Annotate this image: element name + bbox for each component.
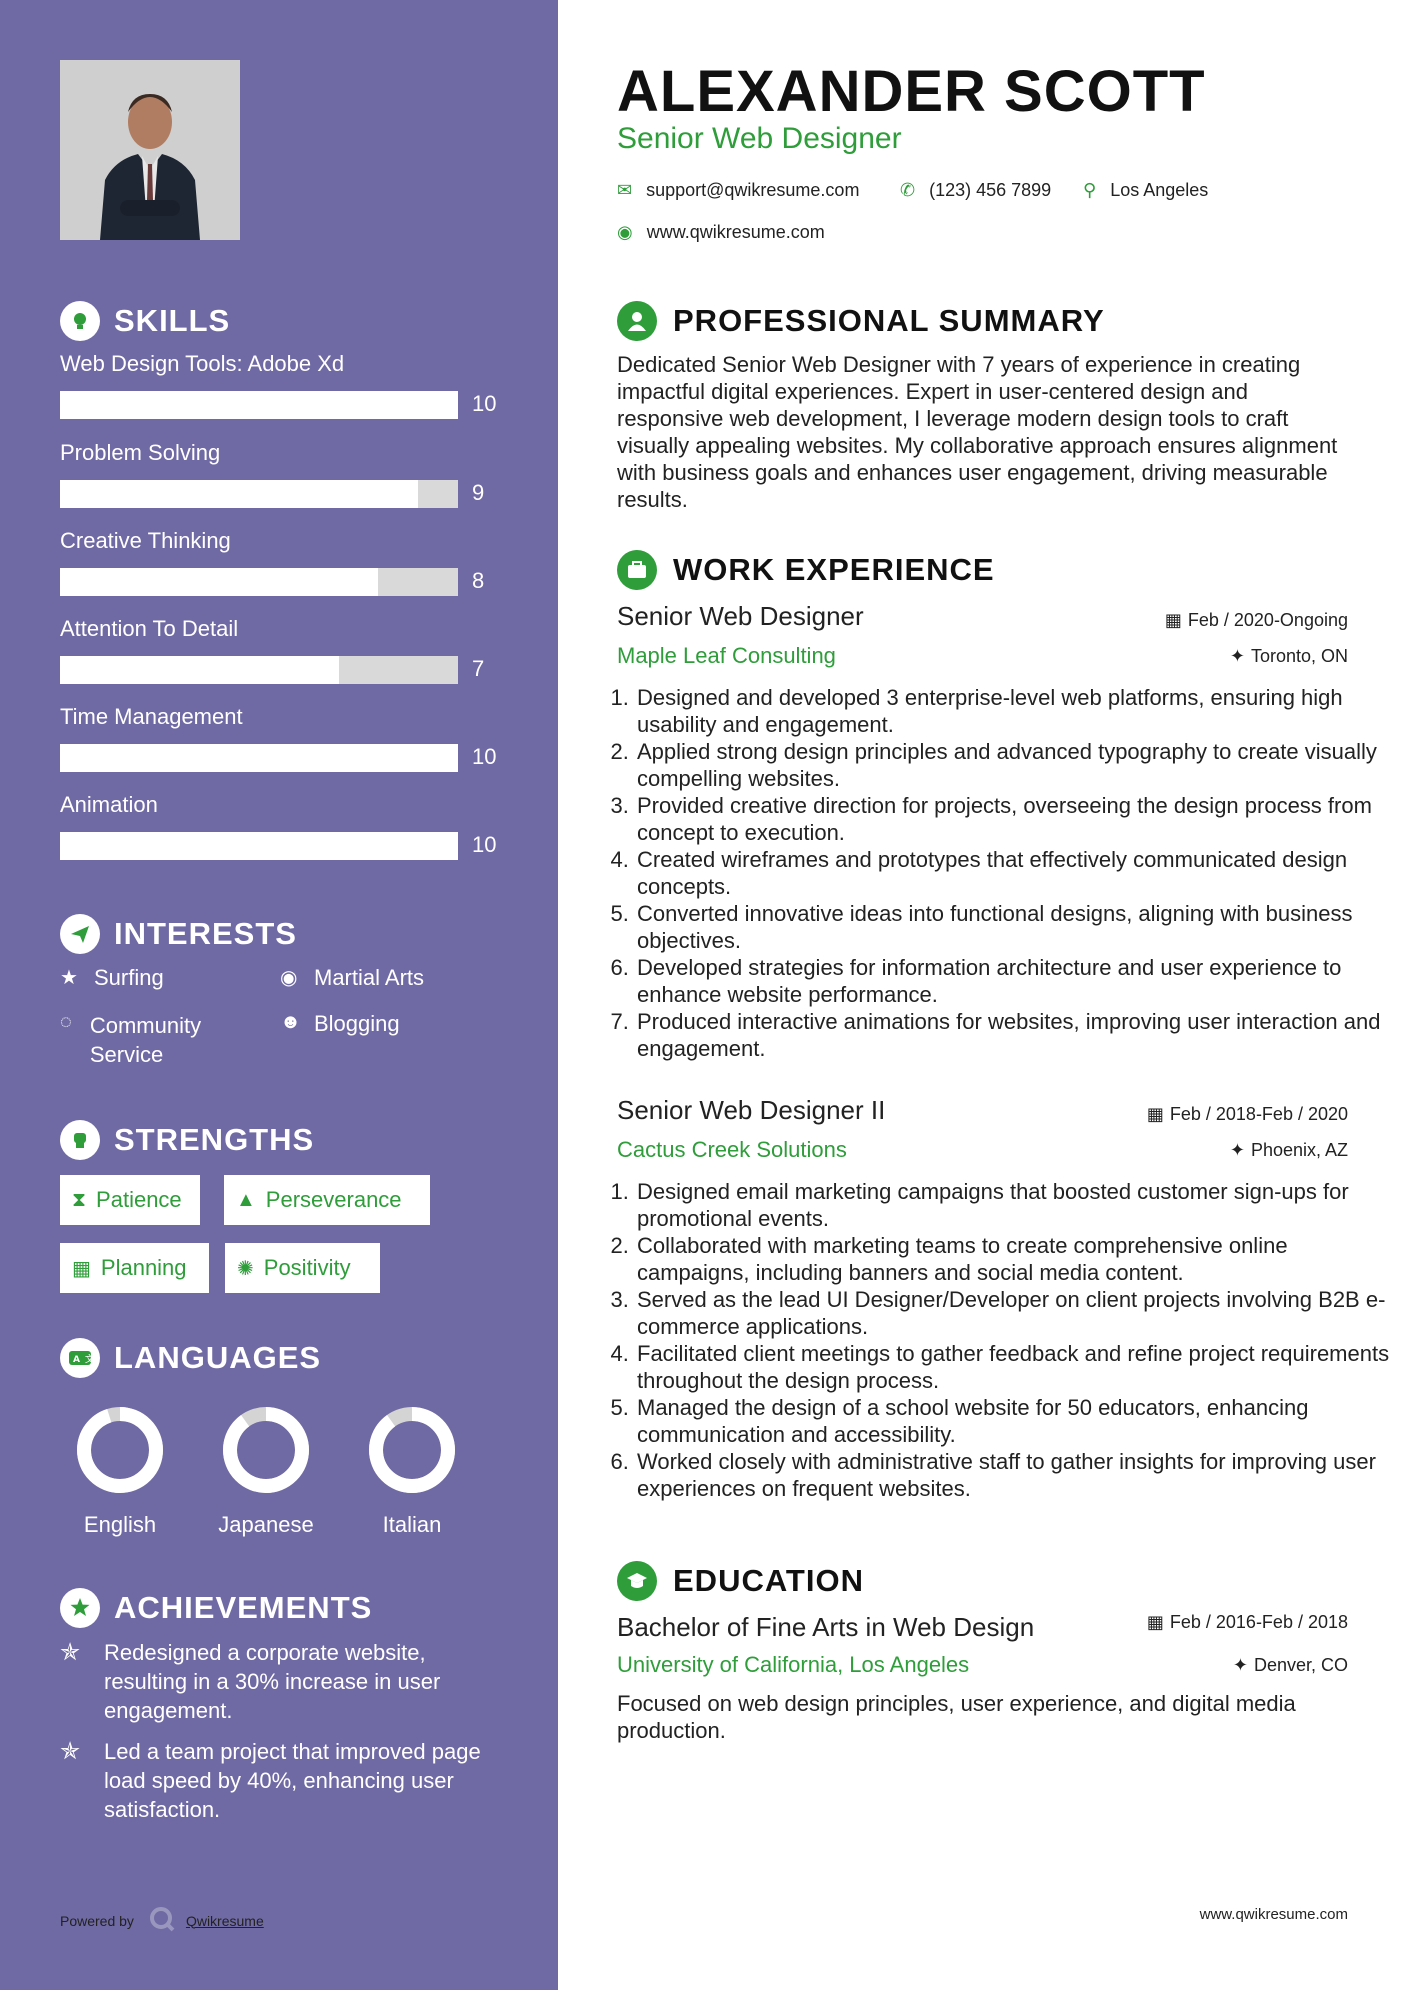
skill-name: Problem Solving	[60, 440, 221, 465]
skill-value: 10	[472, 832, 497, 857]
skill-item	[60, 351, 520, 419]
user-icon	[617, 301, 657, 341]
strength-badge: ⧗ Patience	[60, 1175, 200, 1225]
phone-icon: ✆	[900, 180, 916, 200]
list-item: 3. Provided creative direction for projects, overseeing the design process from concept to execution.	[635, 792, 1395, 846]
strength-badge: ▲ Perseverance	[224, 1175, 430, 1225]
skill-bar-fill	[60, 656, 339, 684]
job-dates: ▦ Feb / 2018-Feb / 2020	[1146, 1104, 1348, 1124]
skill-name: Attention To Detail	[60, 616, 239, 641]
list-item: 5. Managed the design of a school website for 50 educators, enhancing communication and accessibility.	[635, 1394, 1395, 1448]
calendar-icon: ▦	[1146, 1612, 1164, 1632]
pin-icon: ✦	[1232, 1655, 1248, 1675]
education-dates: ▦ Feb / 2016-Feb / 2018	[1146, 1612, 1348, 1632]
list-item: 1. Designed email marketing campaigns that boosted customer sign-ups for promotional events.	[635, 1178, 1395, 1232]
star-icon: ★	[60, 967, 78, 989]
skill-name: Time Management	[60, 704, 243, 729]
skill-item	[60, 528, 520, 596]
map-marker-icon: ⚲	[1083, 180, 1097, 200]
globe-icon: ◉	[280, 967, 298, 989]
skill-bar-track	[60, 480, 458, 508]
job-title: Senior Web Designer II	[617, 1095, 886, 1125]
shooting-star-icon: ✯	[60, 1738, 81, 1765]
users-icon: ☻	[280, 1011, 302, 1033]
job-dates: ▦ Feb / 2020-Ongoing	[1164, 610, 1348, 630]
hourglass-icon: ⧗	[72, 1188, 87, 1211]
language-item	[50, 1400, 190, 1538]
contact-email[interactable]: ✉ support@qwikresume.com	[617, 180, 860, 200]
list-item: 1. Designed and developed 3 enterprise-level web platforms, ensuring high usability and engagement.	[635, 684, 1395, 738]
skill-bar-fill	[60, 744, 458, 772]
sun-icon: ✺	[237, 1257, 254, 1280]
pin-icon: ✦	[1229, 646, 1245, 666]
list-item: 7. Produced interactive animations for websites, improving user interaction and engagement.	[635, 1008, 1395, 1062]
fist-icon	[60, 1120, 100, 1160]
interests-heading: INTERESTS	[60, 914, 297, 954]
skill-item	[60, 440, 520, 508]
skill-bar-track	[60, 832, 458, 860]
skill-value: 10	[472, 391, 497, 416]
language-icon	[60, 1338, 100, 1378]
education-description: Focused on web design principles, user experience, and digital media production.	[617, 1691, 1296, 1743]
shooting-star-icon: ✯	[60, 1639, 81, 1666]
skill-item	[60, 792, 520, 860]
achievement-item: ✯ Led a team project that improved page load speed by 40%, enhancing user satisfaction.	[60, 1738, 481, 1822]
contact-website[interactable]: ◉ www.qwikresume.com	[617, 222, 825, 242]
list-item: 4. Facilitated client meetings to gather feedback and refine project requirements throughout the design process.	[635, 1340, 1395, 1394]
powered-by: Powered by Qwikresume	[60, 1905, 264, 1936]
job-company: Maple Leaf Consulting	[617, 643, 836, 668]
sidebar	[0, 0, 558, 1990]
skill-value: 10	[472, 744, 497, 769]
profile-photo	[60, 60, 240, 240]
envelope-icon: ✉	[617, 180, 633, 200]
candidate-role: Senior Web Designer	[617, 122, 902, 155]
skill-name: Creative Thinking	[60, 528, 231, 553]
experience-heading: WORK EXPERIENCE	[617, 550, 995, 590]
calendar-icon: ▦	[1164, 610, 1182, 630]
skill-bar-track	[60, 391, 458, 419]
graduation-icon	[617, 1561, 657, 1601]
strengths-heading: STRENGTHS	[60, 1120, 314, 1160]
education-location: ✦ Denver, CO	[1232, 1655, 1348, 1675]
language-name: Japanese	[218, 1512, 314, 1537]
language-item	[196, 1400, 336, 1538]
strength-badge: ▦ Planning	[60, 1243, 209, 1293]
pin-icon: ✦	[1229, 1140, 1245, 1160]
skill-item	[60, 704, 520, 772]
brand-link[interactable]: Qwikresume	[185, 1912, 264, 1929]
lightbulb-icon	[60, 301, 100, 341]
job-bullets	[597, 684, 1395, 1062]
skill-value: 7	[472, 656, 485, 681]
language-level-ring	[376, 1414, 448, 1486]
skill-bar-fill	[60, 832, 458, 860]
degree-title: Bachelor of Fine Arts in Web Design	[617, 1612, 1035, 1642]
interest-item: ◌ Community Service	[60, 1011, 202, 1067]
skill-bar-fill	[60, 480, 418, 508]
list-item: 6. Worked closely with administrative staff to gather insights for improving user experiences on frequent websites.	[635, 1448, 1395, 1502]
job-title: Senior Web Designer	[617, 601, 864, 631]
briefcase-icon	[617, 550, 657, 590]
qwikresume-logo-icon	[148, 1905, 176, 1936]
skill-bar-track	[60, 744, 458, 772]
skill-item	[60, 616, 520, 684]
skills-heading: SKILLS	[60, 301, 230, 341]
calendar-icon: ▦	[1146, 1104, 1164, 1124]
interest-item: ◉ Martial Arts	[280, 965, 425, 990]
language-level-ring	[84, 1414, 156, 1486]
language-name: Italian	[382, 1512, 442, 1537]
skill-bar-track	[60, 568, 458, 596]
list-item: 6. Developed strategies for information architecture and user experience to enhance website performance.	[635, 954, 1395, 1008]
skill-bar-fill	[60, 391, 458, 419]
candidate-name: ALEXANDER SCOTT	[617, 59, 1206, 124]
language-item	[342, 1400, 482, 1538]
list-item: 2. Applied strong design principles and advanced typography to create visually compelling websites.	[635, 738, 1395, 792]
road-icon: ▲	[236, 1188, 256, 1211]
achievement-item: ✯ Redesigned a corporate website, resulting in a 30% increase in user engagement.	[60, 1639, 441, 1723]
list-item: 2. Collaborated with marketing teams to create comprehensive online campaigns, including banners and social media content.	[635, 1232, 1395, 1286]
skill-value: 8	[472, 568, 485, 593]
list-item: 3. Served as the lead UI Designer/Developer on client projects involving B2B e-commerce applications.	[635, 1286, 1395, 1340]
job-location: ✦ Phoenix, AZ	[1229, 1140, 1348, 1160]
job-company: Cactus Creek Solutions	[617, 1137, 847, 1162]
svg-text:A 文: A 文	[73, 1355, 96, 1365]
summary-heading: PROFESSIONAL SUMMARY	[617, 301, 1105, 341]
interest-item: ☻ Blogging	[280, 1011, 400, 1036]
skill-name: Animation	[60, 792, 158, 817]
skill-value: 9	[472, 480, 485, 505]
calendar-icon: ▦	[72, 1257, 91, 1280]
job-location: ✦ Toronto, ON	[1229, 646, 1348, 666]
contact-phone: ✆ (123) 456 7899	[900, 180, 1052, 200]
languages-heading: A 文 LANGUAGES	[60, 1338, 321, 1378]
footer-website[interactable]: www.qwikresume.com	[1199, 1906, 1348, 1923]
contact-location: ⚲ Los Angeles	[1083, 180, 1209, 200]
paper-plane-icon	[60, 914, 100, 954]
skill-name: Web Design Tools: Adobe Xd	[60, 351, 345, 376]
globe-icon: ◉	[617, 222, 633, 242]
skill-bar-fill	[60, 568, 378, 596]
list-item: 4. Created wireframes and prototypes that effectively communicated design concepts.	[635, 846, 1395, 900]
shield-icon: ◌	[60, 1011, 72, 1033]
strength-badge: ✺ Positivity	[225, 1243, 380, 1293]
award-star-icon	[60, 1588, 100, 1628]
skill-bar-track	[60, 656, 458, 684]
school-name: University of California, Los Angeles	[617, 1652, 970, 1677]
language-name: English	[83, 1512, 157, 1537]
summary-text: Dedicated Senior Web Designer with 7 years of experience in creating impactful digital experiences. Expert in user-centered design and responsive web development, I leverage modern design tools to craft visually appealing websites. My collaborative approach ensures alignment with business goals and enhances user engagement, driving measurable results.	[617, 352, 1338, 512]
interest-item: ★ Surfing	[60, 965, 164, 990]
list-item: 5. Converted innovative ideas into functional designs, aligning with business objectives.	[635, 900, 1395, 954]
job-bullets	[597, 1178, 1395, 1502]
education-heading: EDUCATION	[617, 1561, 864, 1601]
achievements-heading: ACHIEVEMENTS	[60, 1588, 372, 1628]
language-level-ring	[230, 1414, 302, 1486]
